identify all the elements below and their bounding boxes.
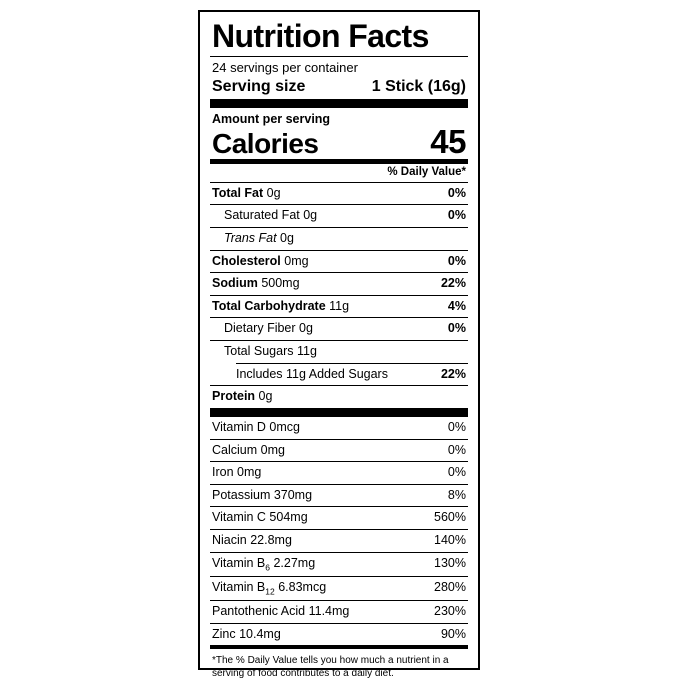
page-title: Nutrition Facts <box>212 18 429 54</box>
servings-per-container: 24 servings per container <box>212 59 358 75</box>
nutrient-name: Includes 11g Added Sugars <box>236 366 388 381</box>
nutrient-dv: 22% <box>440 276 466 291</box>
micronutrient-name: Pantothenic Acid 11.4mg <box>212 603 350 618</box>
micronutrient-dv: 130% <box>434 555 466 570</box>
calories-label: Calories <box>212 127 319 159</box>
micronutrient-row-niacin <box>210 530 468 552</box>
nutrient-dv: 22% <box>440 366 466 381</box>
micronutrient-dv: 0% <box>447 419 466 434</box>
nutrient-name: Trans Fat 0g <box>224 230 294 245</box>
micronutrient-name: Iron 0mg <box>212 465 262 480</box>
nutrient-row-total-carbohydrate <box>210 296 468 318</box>
nutrient-dv: 0% <box>447 253 466 268</box>
micronutrient-row-vitamin-b12 <box>210 577 468 600</box>
divider-under-title <box>210 56 468 57</box>
nutrient-row-sodium <box>210 273 468 295</box>
serving-size-value: 1 Stick (16g) <box>371 77 466 95</box>
micronutrient-dv: 90% <box>440 626 466 641</box>
nutrient-name: Total Carbohydrate 11g <box>212 298 350 313</box>
nutrient-dv: 0% <box>447 185 466 200</box>
calories-row <box>212 122 466 160</box>
divider-above-footnote <box>210 645 468 649</box>
nutrient-row-saturated-fat <box>210 205 468 227</box>
nutrient-row-dietary-fiber <box>210 318 468 340</box>
divider-thick-bottom <box>210 408 468 417</box>
micronutrient-row-iron <box>210 462 468 484</box>
micronutrient-row-vitamin-c <box>210 507 468 529</box>
daily-value-footnote: *The % Daily Value tells you how much a nutrient in a serving of food contributes to a daily diet. <box>212 655 449 680</box>
micronutrient-name: Vitamin D 0mcg <box>212 419 300 434</box>
calories-value: 45 <box>430 122 466 160</box>
nutrient-name: Total Fat 0g <box>212 185 281 200</box>
nutrient-dv: 4% <box>447 298 466 313</box>
micronutrient-row-potassium <box>210 485 468 507</box>
nutrient-row-total-fat <box>210 183 468 205</box>
micronutrient-name: Vitamin $B_6$ 2.27mg <box>212 555 316 573</box>
nutrient-row-trans-fat <box>210 228 468 250</box>
micronutrient-dv: 230% <box>434 603 466 618</box>
nutrient-row-cholesterol <box>210 251 468 273</box>
micronutrient-dv: 280% <box>434 579 466 594</box>
micronutrient-row-vitamin-d <box>210 417 468 439</box>
nutrient-dv: 0% <box>447 321 466 336</box>
nutrient-name: Protein 0g <box>212 389 273 404</box>
nutrient-row-protein <box>210 386 468 408</box>
micronutrient-name: Vitamin $B_{12}$ 6.83mcg <box>212 579 327 597</box>
daily-value-header: % Daily Value* <box>387 165 466 178</box>
nutrient-row-total-sugars <box>210 341 468 363</box>
nutrient-name: Saturated Fat 0g <box>224 208 318 223</box>
nutrient-name: Dietary Fiber 0g <box>224 321 313 336</box>
micronutrient-row-calcium <box>210 440 468 462</box>
serving-size-row <box>212 77 466 96</box>
micronutrient-name: Potassium 370mg <box>212 487 313 502</box>
nutrient-name: Total Sugars 11g <box>224 344 317 359</box>
nutrition-facts-panel <box>198 10 480 680</box>
micronutrient-dv: 0% <box>447 442 466 457</box>
micronutrient-name: Niacin 22.8mg <box>212 533 292 548</box>
amount-per-serving-label: Amount per serving <box>212 111 331 126</box>
micronutrient-dv: 140% <box>434 533 466 548</box>
micronutrient-dv: 8% <box>447 487 466 502</box>
micronutrient-dv: 560% <box>434 510 466 525</box>
micronutrient-row-zinc <box>210 624 468 646</box>
divider-thick-top <box>210 99 468 108</box>
micronutrient-row-pantothenic-acid <box>210 601 468 623</box>
nutrient-dv: 0% <box>447 208 466 223</box>
micronutrient-name: Vitamin C 504mg <box>212 510 308 525</box>
micronutrient-name: Zinc 10.4mg <box>212 626 281 641</box>
nutrient-name: Sodium 500mg <box>212 276 300 291</box>
micronutrient-dv: 0% <box>447 465 466 480</box>
micronutrient-row-vitamin-b6 <box>210 553 468 576</box>
micronutrient-name: Calcium 0mg <box>212 442 285 457</box>
nutrient-name: Cholesterol 0mg <box>212 253 309 268</box>
serving-size-label: Serving size <box>212 77 306 95</box>
nutrient-row-added-sugars <box>210 364 468 386</box>
